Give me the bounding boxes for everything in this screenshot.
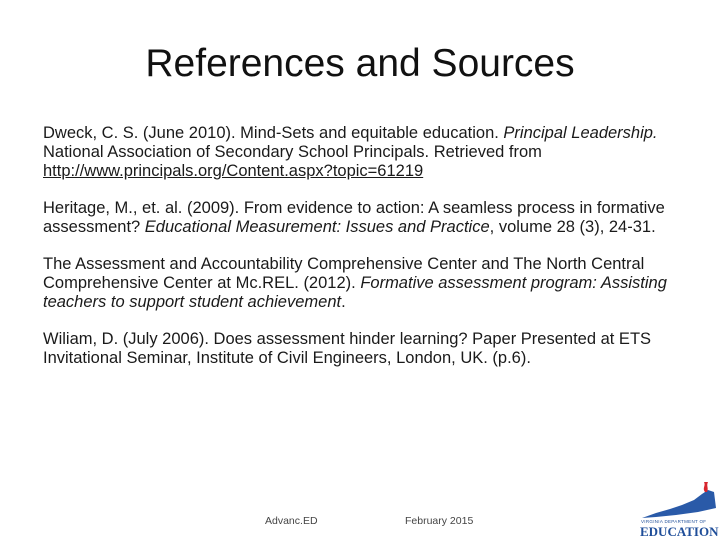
torch-icon	[704, 482, 708, 492]
state-shape	[642, 490, 716, 518]
reference-link[interactable]: http://www.principals.org/Content.aspx?topic=61219	[43, 162, 424, 180]
reference-item	[43, 124, 683, 181]
footer-organization: Advanc.ED	[265, 515, 318, 527]
reference-item	[43, 255, 683, 312]
slide-title: References and Sources	[145, 42, 575, 85]
logo-small-text: VIRGINIA DEPARTMENT OF	[641, 519, 707, 524]
reference-italic: Formative assessment program: Assisting teachers to support student achievement	[43, 274, 667, 311]
torch-handle	[705, 492, 707, 504]
reference-item	[43, 199, 683, 237]
logo-big-text: EDUCATION	[640, 524, 719, 539]
reference-text: .	[341, 293, 346, 311]
references-list	[43, 124, 683, 386]
reference-text: Dweck, C. S. (June 2010). Mind-Sets and equitable education.	[43, 124, 504, 142]
reference-text: Wiliam, D. (July 2006). Does assessment hinder learning? Paper Presented at ETS Invitational Seminar, Institute of Civil Engineers, London, UK. (p.6).	[43, 330, 652, 367]
reference-text: Heritage, M., et. al. (2009). From evidence to action: A seamless process in formative assessment?	[43, 199, 665, 236]
footer-date: February 2015	[405, 515, 474, 527]
reference-text: , volume 28 (3), 24-31.	[489, 218, 656, 236]
reference-text: National Association of Secondary School Principals. Retrieved from	[43, 143, 542, 161]
reference-italic: Educational Measurement: Issues and Practice	[144, 218, 490, 236]
reference-text: The Assessment and Accountability Comprehensive Center and The North Central Comprehensive Center at Mc.REL. (2012).	[43, 255, 645, 292]
reference-italic: Principal Leadership.	[503, 124, 658, 142]
reference-item	[43, 330, 683, 368]
